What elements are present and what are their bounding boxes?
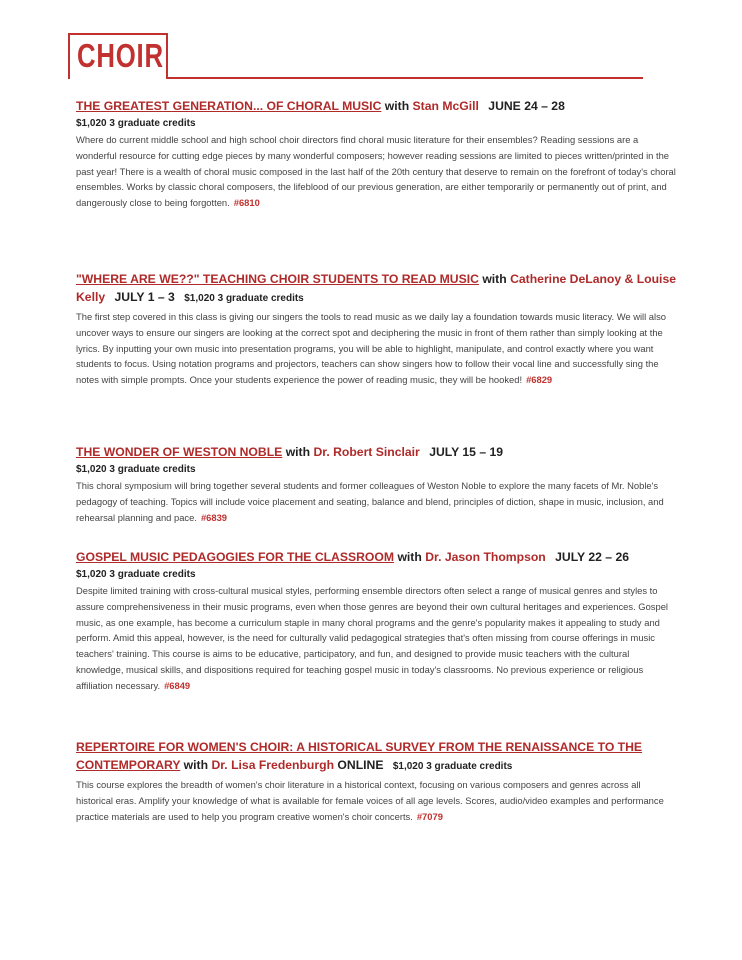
course-price: $1,020 3 graduate credits bbox=[76, 569, 196, 580]
course-dates: ONLINE bbox=[337, 758, 384, 772]
instructor-name: Dr. Jason Thompson bbox=[425, 550, 546, 564]
course-heading bbox=[76, 443, 676, 461]
course-heading bbox=[76, 738, 676, 776]
course-entry bbox=[76, 97, 676, 211]
description-text: Where do current middle school and high school choir directors find choral music literature for their ensembles? Reading sessions are a wonderful resource for cutting edge pieces by many wonderful composers; however reading sessions are limited to pieces written/printed in the past year! There is a wealth of choral music composed in the last half of the 20th century that deserve to remain on the forefront of today's choral ensembles. Works by classic choral composers, the lifeblood of our previous generation, are either temporarily or permanently out of print, and dangerously close to being forgotten. bbox=[76, 134, 676, 209]
course-price: $1,020 3 graduate credits bbox=[184, 293, 304, 304]
course-entry bbox=[76, 443, 676, 525]
description-text: The first step covered in this class is giving our singers the tools to read music as we daily lay a foundation towards music literacy. We will also uncover ways to ensure our singers are looking at the correct spot and deciphering the music in front of them rather than simply looking at the lyrics. By inputting your own music into presentation programs, you will be able to highlight, manipulate, and control exactly where you want students to focus. Using notation programs and projectors, teachers can show singers how to follow their vocal line and successfully sing the notes with simple prompts. Once your students experience the power of reading music, they will be hooked! bbox=[76, 311, 667, 386]
course-title-link[interactable]: THE WONDER OF WESTON NOBLE bbox=[76, 445, 283, 459]
course-entry bbox=[76, 548, 676, 694]
description-text: Despite limited training with cross-cultural musical styles, performing ensemble directors often select a range of musical genres and styles to assure comprehensiveness in their music programs, even when those genres are beyond their own cultural heritages and experiences. Gospel music, as one example, has become a curriculum staple in many choral programs and the genre's popularity makes it appealing to study and perform. Amid this appeal, however, is the need for culturally valid pedagogical strategies that's often missing from course offerings in music teachers' training. This course is aims to be educative, participatory, and fun, and designed to provide music teachers with the cultural knowledge, musical skills, and dispositions required for teaching gospel music in today's classrooms. No previous experience or religious affiliation necessary. bbox=[76, 585, 668, 691]
course-description bbox=[76, 309, 676, 388]
course-description bbox=[76, 132, 676, 211]
course-heading bbox=[76, 270, 676, 308]
course-code: #6810 bbox=[233, 197, 260, 209]
with-label: with bbox=[384, 99, 410, 113]
instructor-name: Stan McGill bbox=[412, 99, 479, 113]
description-text: This course explores the breadth of women's choir literature in a historical context, focusing on various composers and genres across all historical eras. Amplify your knowledge of what is available for female voices of all age levels. Scores, audio/video examples and performance practice materials are used to help you program creative women's choir concerts. bbox=[76, 779, 664, 822]
course-description bbox=[76, 777, 676, 824]
course-code: #6829 bbox=[526, 374, 553, 386]
course-heading bbox=[76, 97, 676, 115]
description-text: This choral symposium will bring together several students and former colleagues of Weston Noble to explore the many facets of Mr. Noble's pedagogy of teaching. Topics will include voice placement and seating, balance and blend, principles of diction, shape in music, inclusion, and rehearsal planning and pace. bbox=[76, 480, 664, 523]
instructor-name: Catherine DeLanoy & Louise Kelly bbox=[76, 272, 676, 304]
instructor-name: Dr. Lisa Fredenburgh bbox=[211, 758, 335, 772]
course-entry bbox=[76, 270, 676, 388]
instructor-name: Dr. Robert Sinclair bbox=[313, 445, 420, 459]
course-code: #6849 bbox=[164, 679, 191, 691]
with-label: with bbox=[397, 550, 422, 564]
course-description bbox=[76, 478, 676, 525]
course-entry bbox=[76, 738, 676, 824]
with-label: with bbox=[482, 272, 507, 286]
course-dates: JULY 15 – 19 bbox=[429, 445, 504, 459]
course-code: #6839 bbox=[200, 511, 228, 523]
course-dates: JUNE 24 – 28 bbox=[488, 99, 565, 113]
page-title: CHOIR bbox=[77, 37, 164, 74]
course-price: $1,020 3 graduate credits bbox=[76, 118, 196, 129]
course-heading bbox=[76, 548, 676, 566]
course-price: $1,020 3 graduate credits bbox=[392, 761, 513, 772]
course-title-link[interactable]: THE GREATEST GENERATION... OF CHORAL MUSIC bbox=[76, 99, 382, 113]
course-description bbox=[76, 583, 676, 694]
course-title-link[interactable]: GOSPEL MUSIC PEDAGOGIES FOR THE CLASSROOM bbox=[76, 550, 395, 564]
course-dates: JULY 22 – 26 bbox=[555, 550, 630, 564]
header-rule bbox=[168, 77, 643, 79]
course-title-link[interactable]: "WHERE ARE WE??" TEACHING CHOIR STUDENTS TO READ MUSIC bbox=[76, 272, 479, 286]
with-label: with bbox=[183, 758, 209, 772]
with-label: with bbox=[285, 445, 311, 459]
page-header bbox=[68, 33, 643, 79]
course-code: #7079 bbox=[416, 810, 443, 822]
course-title-link[interactable]: REPERTOIRE FOR WOMEN'S CHOIR: A HISTORICAL SURVEY FROM THE RENAISSANCE TO THE CONTEMPORARY bbox=[76, 740, 643, 772]
course-price: $1,020 3 graduate credits bbox=[76, 464, 196, 475]
course-dates: JULY 1 – 3 bbox=[114, 290, 175, 304]
